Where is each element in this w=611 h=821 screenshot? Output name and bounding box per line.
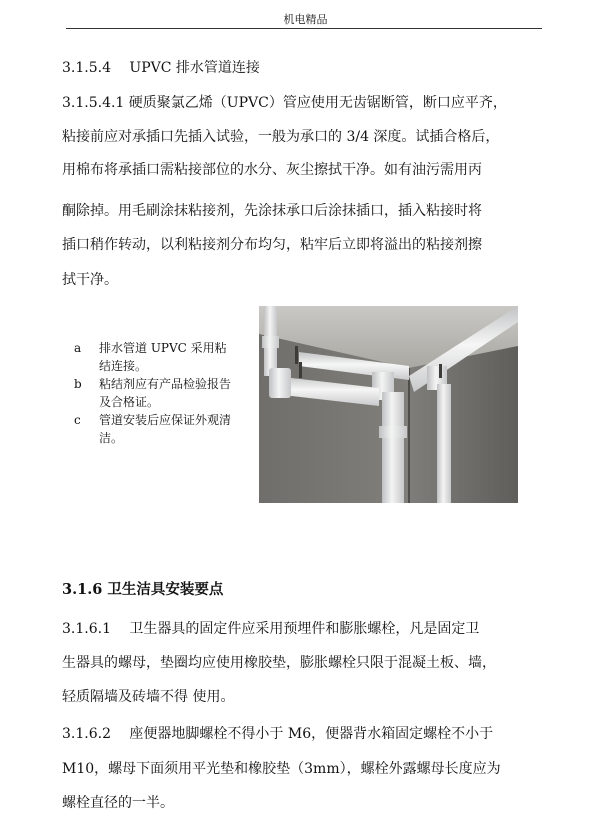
para-line: 生器具的螺母，垫圈均应使用橡胶垫，膨胀螺栓只限于混凝土板、墙， <box>62 655 496 671</box>
section-heading-316: 3.1.6 卫生洁具安装要点 <box>62 581 224 598</box>
notes-list <box>74 339 234 447</box>
page-header: 机电精品 <box>283 13 328 26</box>
para-line: 轻质隔墙及砖墙不得 使用。 <box>62 689 235 705</box>
para-line: 粘接前应对承插口先插入试验，一般为承口的 3/4 深度。试插合格后， <box>62 129 500 145</box>
note-key: a <box>74 341 82 355</box>
note-key: b <box>74 377 82 391</box>
para-line: 插口稍作转动，以利粘接剂分布均匀，粘牢后立即将溢出的粘接剂擦 <box>62 237 482 253</box>
para-line: 用棉布将承插口需粘接部位的水分、灰尘擦拭干净。如有油污需用丙 <box>62 162 482 178</box>
para-line: 3.1.6.1 卫生器具的固定件应采用预埋件和膨胀螺栓，凡是固定卫 <box>62 621 480 637</box>
header-rule <box>66 28 542 29</box>
para-line: 3.1.5.4.1 硬质聚氯乙烯（UPVC）管应使用无齿锯断管，断口应平齐， <box>62 95 507 111</box>
note-item <box>74 375 234 411</box>
note-item <box>74 339 234 375</box>
para-line: 酮除掉。用毛刷涂抹粘接剂，先涂抹承口后涂抹插口，插入粘接时将 <box>62 203 482 219</box>
note-key: c <box>74 413 81 427</box>
para-line: 螺栓直径的一半。 <box>62 795 174 811</box>
note-text: 粘结剂应有产品检验报告及合格证。 <box>99 377 232 409</box>
section-heading-3154: 3.1.5.4 UPVC 排水管道连接 <box>62 60 260 76</box>
para-line: 拭干净。 <box>62 272 118 288</box>
note-text: 管道安装后应保证外观清洁。 <box>99 413 232 445</box>
para-line: 3.1.6.2 座便器地脚螺栓不得小于 M6，便器背水箱固定螺栓不小于 <box>62 726 494 742</box>
note-item <box>74 411 234 447</box>
pipe-installation-photo <box>259 306 518 503</box>
note-text: 排水管道 UPVC 采用粘结连接。 <box>99 341 227 373</box>
para-line: M10，螺母下面须用平光垫和橡胶垫（3mm），螺栓外露螺母长度应为 <box>62 761 501 777</box>
